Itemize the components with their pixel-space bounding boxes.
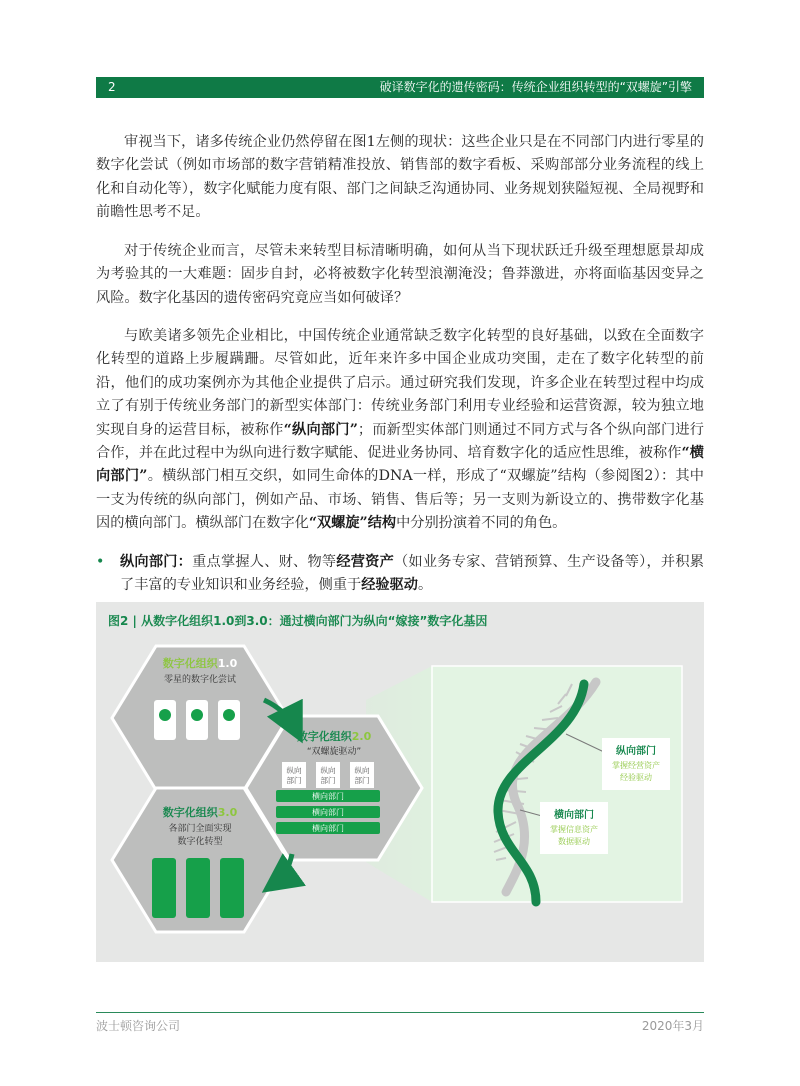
dna-vertical-line2: 经验驱动 bbox=[620, 773, 652, 782]
hex1-dot-3 bbox=[223, 709, 235, 721]
hex1-dot-2 bbox=[191, 709, 203, 721]
figure-caption: 图2 | 从数字化组织1.0到3.0：通过横向部门为纵向“嫁接”数字化基因 bbox=[108, 614, 488, 628]
bullet-part-b: 重点掌握人、财、物等 bbox=[192, 554, 337, 570]
running-title: 破译数字化的遗传密码：传统企业组织转型的“双螺旋”引擎 bbox=[379, 80, 692, 94]
dna-horizontal-line2: 数据驱动 bbox=[558, 837, 590, 846]
paragraph-1 bbox=[96, 131, 704, 225]
bullet-term-experience: 经验驱动 bbox=[361, 577, 418, 594]
hex2-horizontal-label-3: 横向部门 bbox=[312, 824, 344, 833]
term-double-helix: “双螺旋”结构 bbox=[308, 515, 397, 532]
hex2-vertical-label-2-line2: 部门 bbox=[320, 776, 336, 785]
footer-date: 2020年3月 bbox=[641, 1019, 704, 1033]
hex2-vertical-label-3-line2: 部门 bbox=[354, 776, 370, 785]
page-number: 2 bbox=[108, 80, 116, 94]
bullet-text bbox=[120, 551, 704, 598]
paragraph-3 bbox=[96, 325, 704, 536]
figure-2-graphic bbox=[96, 602, 704, 962]
hex3-title: 数字化组织3.0 bbox=[162, 806, 238, 819]
p3-part-c: ；而新型实体部门则通过不同方式与各个纵向部门进行合作，并在此过程中为纵向进行数字赋能、促进业务协同、培育数字化的适应性思维，被称作 bbox=[96, 421, 704, 462]
paragraph-1-text: 审视当下，诸多传统企业仍然停留在图1左侧的现状：这些企业只是在不同部门内进行零星的数字化尝试（例如市场部的数字营销精准投放、销售部的数字看板、采购部部分业务流程的线上化和自动化等），数字化赋能力度有限、部门之间缺乏沟通协同、业务规划狭隘短视、全局视野和前瞻性思考不足。 bbox=[96, 134, 704, 221]
hex1-title: 数字化组织1.0 bbox=[162, 657, 238, 670]
bullet-term-assets: 经营资产 bbox=[336, 554, 395, 570]
hex2-subtitle: “双螺旋驱动” bbox=[306, 747, 362, 757]
dna-horizontal-title: 横向部门 bbox=[554, 810, 594, 821]
p3-part-e: 。横纵部门相互交织，如同生命体的DNA一样，形成了“双螺旋”结构（参阅图2）：其中一支为传统的纵向部门，例如产品、市场、销售、售后等；另一支则为新设立的、携带数字化基因的横向部门。横纵部门在数字化 bbox=[96, 468, 704, 532]
dna-horizontal-line1: 掌握信息资产 bbox=[550, 825, 598, 834]
bullet-dot-icon: • bbox=[96, 554, 105, 570]
bullet-part-f: 。 bbox=[417, 577, 433, 594]
paragraph-2-text: 对于传统企业而言，尽管未来转型目标清晰明确，如何从当下现状跃迁升级至理想愿景却成为考验其的一大难题：固步自封，必将被数字化转型浪潮淹没；鲁莽激进，亦将面临基因变异之风险。数字化基因的遗传密码究竟应当如何破译？ bbox=[96, 243, 704, 306]
hex1-dot-1 bbox=[159, 709, 171, 721]
bullet-term: 纵向部门： bbox=[120, 554, 193, 570]
hex2-vertical-label-1-line1: 纵向 bbox=[286, 766, 302, 775]
hex3-bar-3 bbox=[220, 858, 244, 918]
hex1-subtitle: 零星的数字化尝试 bbox=[163, 675, 237, 685]
dna-vertical-line1: 掌握经营资产 bbox=[612, 761, 660, 770]
hex2-vertical-label-1-line2: 部门 bbox=[286, 776, 302, 785]
bullet-vertical-dept bbox=[96, 551, 704, 598]
hex2-vertical-label-3-line1: 纵向 bbox=[354, 766, 370, 775]
term-vertical-dept: “纵向部门” bbox=[283, 421, 358, 438]
hex3-bar-2 bbox=[186, 858, 210, 918]
hex3-subtitle-2: 数字化转型 bbox=[177, 837, 223, 847]
running-header bbox=[96, 77, 704, 98]
term-horizontal-dept: “横向部门” bbox=[96, 445, 704, 485]
paragraph-3-text bbox=[96, 325, 704, 536]
p3-part-a: 与欧美诸多领先企业相比，中国传统企业通常缺乏数字化转型的良好基础，以致在全面数字化转型的道路上步履蹒跚。尽管如此，近年来许多中国企业成功突围，走在了数字化转型的前沿，他们的成功案例亦为其他企业提供了启示。通过研究我们发现，许多企业在转型过程中均成立了有别于传统业务部门的新型实体部门：传统业务部门利用专业经验和运营资源，较为独立地实现自身的运营目标，被称作 bbox=[96, 328, 704, 438]
footer-rule bbox=[96, 1012, 704, 1013]
hex2-horizontal-label-2: 横向部门 bbox=[312, 808, 344, 817]
p3-part-g: 中分别扮演着不同的角色。 bbox=[396, 515, 567, 532]
hex3-bar-1 bbox=[152, 858, 176, 918]
paragraph-2 bbox=[96, 240, 704, 310]
hex3-subtitle-1: 各部门全面实现 bbox=[168, 824, 232, 834]
hex2-horizontal-label-1: 横向部门 bbox=[312, 792, 344, 801]
hex2-title: 数字化组织2.0 bbox=[296, 730, 372, 743]
footer-publisher: 波士顿咨询公司 bbox=[96, 1019, 181, 1033]
hex2-vertical-label-2-line1: 纵向 bbox=[320, 766, 336, 775]
dna-vertical-title: 纵向部门 bbox=[616, 746, 656, 757]
figure-2 bbox=[96, 602, 704, 962]
bullet-part-d: （如业务专家、营销预算、生产设备等），并积累了丰富的专业知识和业务经验，侧重于 bbox=[120, 554, 704, 594]
